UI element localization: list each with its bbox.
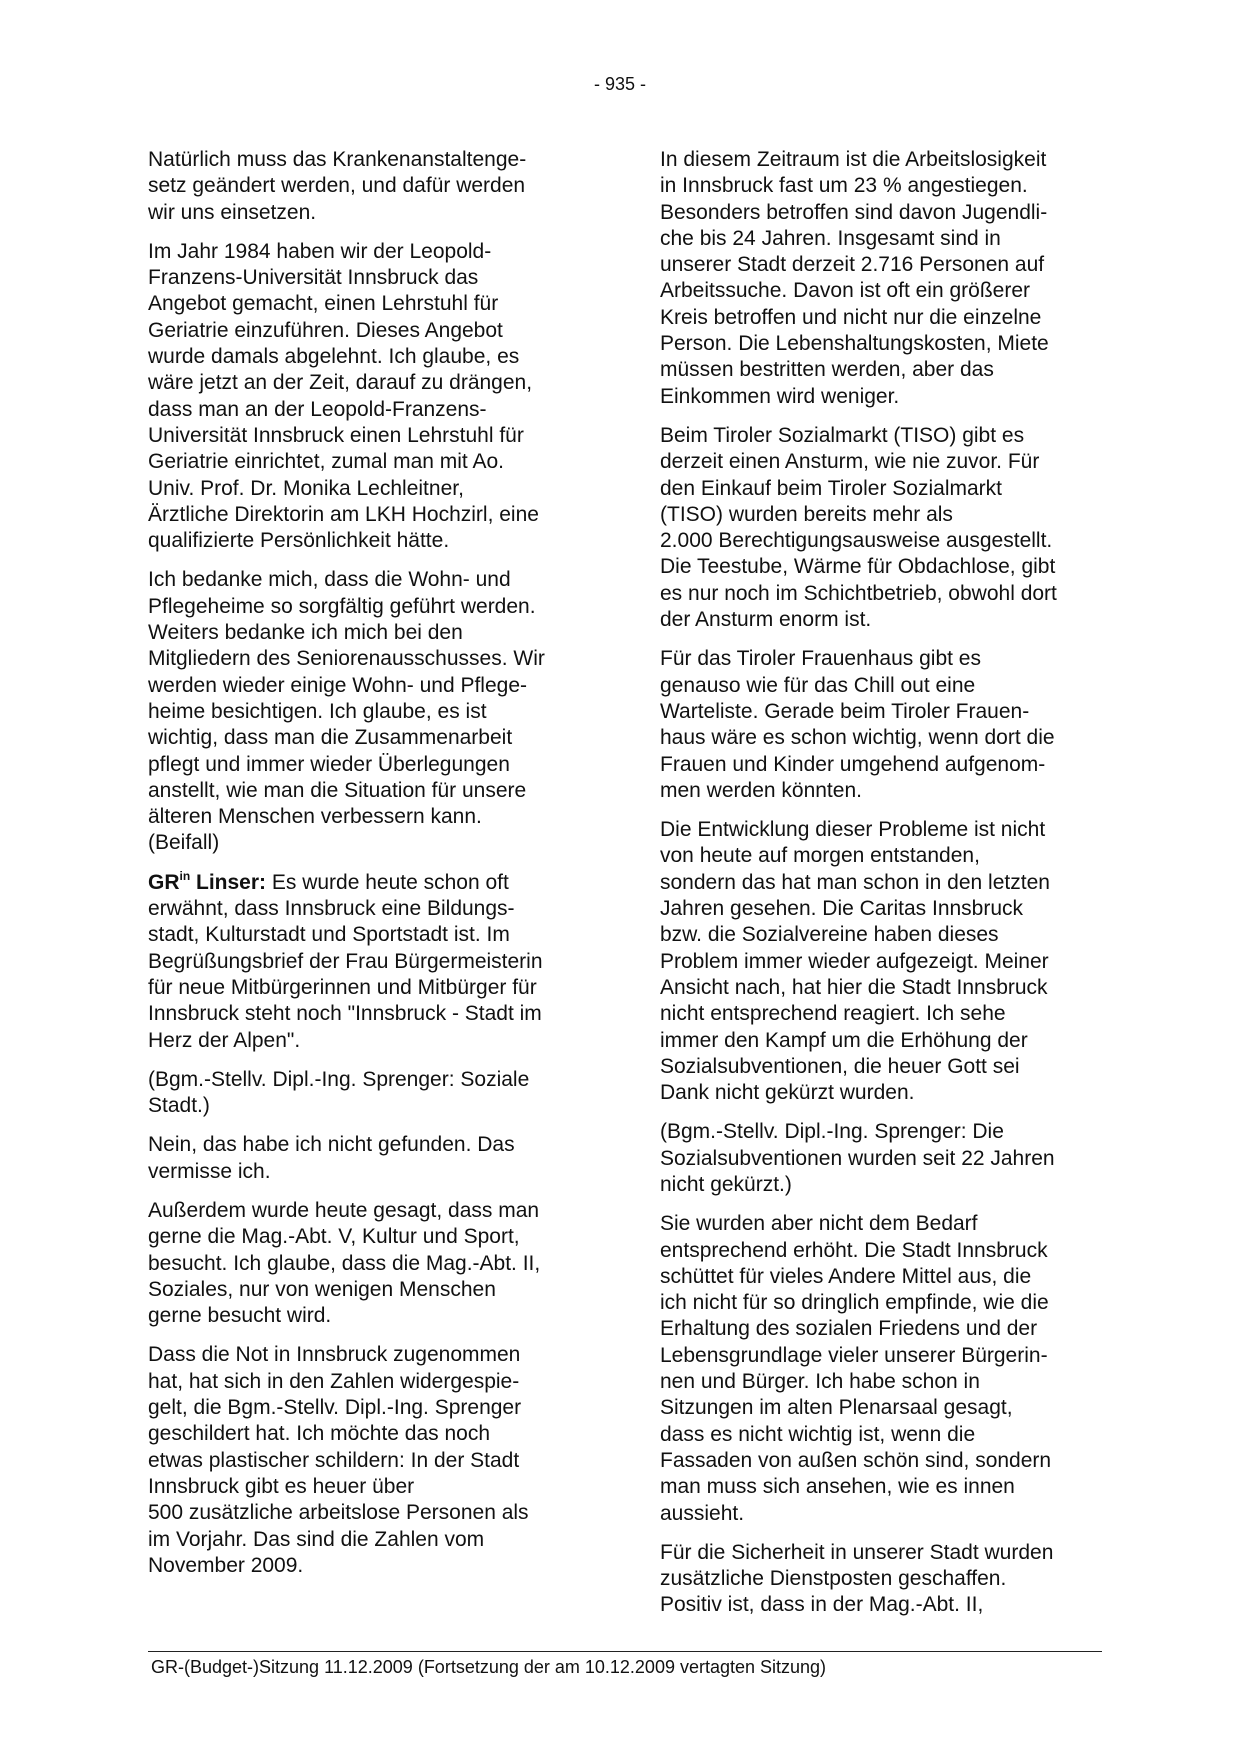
left-column <box>148 147 588 1592</box>
paragraph: Nein, das habe ich nicht gefunden. Das vermisse ich. <box>148 1133 515 1183</box>
paragraph: Ich bedanke mich, dass die Wohn- und Pflegeheime so sorgfältig geführt werden. Weiters bedanke ich mich bei den Mitgliedern des Seniorenausschusses. Wir werden wieder einige Wohn- und Pflege- heime besichtigen. Ich glaube, es ist wichtig, dass man die Zusammenarbeit pflegt und immer wieder Überlegungen anstellt, wie man die Situation für unsere älteren Menschen verbessern kann. (Beifall) <box>148 568 545 855</box>
speaker-surname: Linser: <box>190 870 267 894</box>
speaker-title: GR <box>148 870 180 894</box>
interjection: (Bgm.-Stellv. Dipl.-Ing. Sprenger: Soziale Stadt.) <box>148 1067 530 1118</box>
paragraph: Natürlich muss das Krankenanstaltenge- setz geändert werden, und dafür werden wir uns einsetzen. <box>148 148 527 224</box>
paragraph: Im Jahr 1984 haben wir der Leopold- Franzens-Universität Innsbruck das Angebot gemacht, einen Lehrstuhl für Geriatrie einzuführen. Dieses Angebot wurde damals abgelehnt. Ich glaube, es wäre jetzt an der Zeit, darauf zu drängen, dass man an der Leopold-Franzens- Universität Innsbruck einen Lehrstuhl für Geriatrie einrichtet, zumal man mit Ao. Univ. Prof. Dr. Monika Lechleitner, Ärztliche Direktorin am LKH Hochzirl, eine qualifizierte Persönlichkeit hätte. <box>148 239 539 553</box>
paragraph: Für die Sicherheit in unserer Stadt wurden zusätzliche Dienstposten geschaffen. Positiv ist, dass in der Mag.-Abt. II, <box>660 1540 1054 1617</box>
speaker-name <box>148 868 267 894</box>
paragraph: Für das Tiroler Frauenhaus gibt es genauso wie für das Chill out eine Warteliste. Gerade beim Tiroler Frauen- haus wäre es schon wichtig, wenn dort die Frauen und Kinder umgehend aufgenom- men werden könnten. <box>660 647 1055 802</box>
right-column <box>660 147 1100 1632</box>
paragraph: Dass die Not in Innsbruck zugenommen hat, hat sich in den Zahlen widergespie- gelt, die Bgm.-Stellv. Dipl.-Ing. Sprenger geschildert hat. Ich möchte das noch etwas plastischer schildern: In der Stadt Innsbruck gibt es heuer über 500 zusätzliche arbeitslose Personen als im Vorjahr. Das sind die Zahlen vom November 2009. <box>148 1343 529 1577</box>
paragraph: Sie wurden aber nicht dem Bedarf entsprechend erhöht. Die Stadt Innsbruck schüttet für vieles Andere Mittel aus, die ich nicht für so dringlich empfinde, wie die Erhaltung des sozialen Friedens und der Lebensgrundlage vieler unserer Bürgerin- nen und Bürger. Ich habe schon in Sitzungen im alten Plenarsaal gesagt, dass es nicht wichtig ist, wenn die Fassaden von außen schön sind, sondern man muss sich ansehen, wie es innen aussieht. <box>660 1212 1052 1525</box>
page-number: - 935 - <box>593 74 647 94</box>
paragraph: Die Entwicklung dieser Probleme ist nicht von heute auf morgen entstanden, sondern das hat man schon in den letzten Jahren gesehen. Die Caritas Innsbruck bzw. die Sozialvereine haben dieses Problem immer wieder aufgezeigt. Meiner Ansicht nach, hat hier die Stadt Innsbruck nicht entsprechend reagiert. Ich sehe immer den Kampf um die Erhöhung der Sozialsubventionen, die heuer Gott sei Dank nicht gekürzt wurden. <box>660 818 1050 1105</box>
interjection: (Bgm.-Stellv. Dipl.-Ing. Sprenger: Die Sozialsubventionen wurden seit 22 Jahren nicht gekürzt.) <box>660 1120 1055 1196</box>
paragraph: Außerdem wurde heute gesagt, dass man gerne die Mag.-Abt. V, Kultur und Sport, besucht. Ich glaube, dass die Mag.-Abt. II, Soziales, nur von wenigen Menschen gerne besucht wird. <box>148 1198 541 1328</box>
paragraph: Beim Tiroler Sozialmarkt (TISO) gibt es derzeit einen Ansturm, wie nie zuvor. Für den Einkauf beim Tiroler Sozialmarkt (TISO) wurden bereits mehr als 2.000 Berechtigungsausweise ausgestellt. Die Teestube, Wärme für Obdachlose, gibt es nur noch im Schichtbetrieb, obwohl dort der Ansturm enorm ist. <box>660 423 1057 632</box>
paragraph: In diesem Zeitraum ist die Arbeitslosigkeit in Innsbruck fast um 23 % angestiegen. Besonders betroffen sind davon Jugendli- che bis 24 Jahren. Insgesamt sind in unserer Stadt derzeit 2.716 Personen auf Arbeitssuche. Davon ist oft ein größerer Kreis betroffen und nicht nur die einzelne Person. Die Lebenshaltungskosten, Miete müssen bestritten werden, aber das Einkommen wird weniger. <box>660 148 1049 408</box>
speech-text: Es wurde heute schon oft erwähnt, dass Innsbruck eine Bildungs- stadt, Kulturstadt und Sportstadt ist. Im Begrüßungsbrief der Frau Bürgermeisterin für neue Mitbürgerinnen und Mitbürger für Innsbruck steht noch "Innsbruck - Stadt im Herz der Alpen". <box>148 870 543 1052</box>
speaker-title-superscript: in <box>179 868 191 883</box>
speaker-paragraph <box>148 870 588 1054</box>
page-footer: GR-(Budget-)Sitzung 11.12.2009 (Fortsetzung der am 10.12.2009 vertagten Sitzung) <box>151 1657 827 1677</box>
footer-divider <box>148 1651 1102 1652</box>
